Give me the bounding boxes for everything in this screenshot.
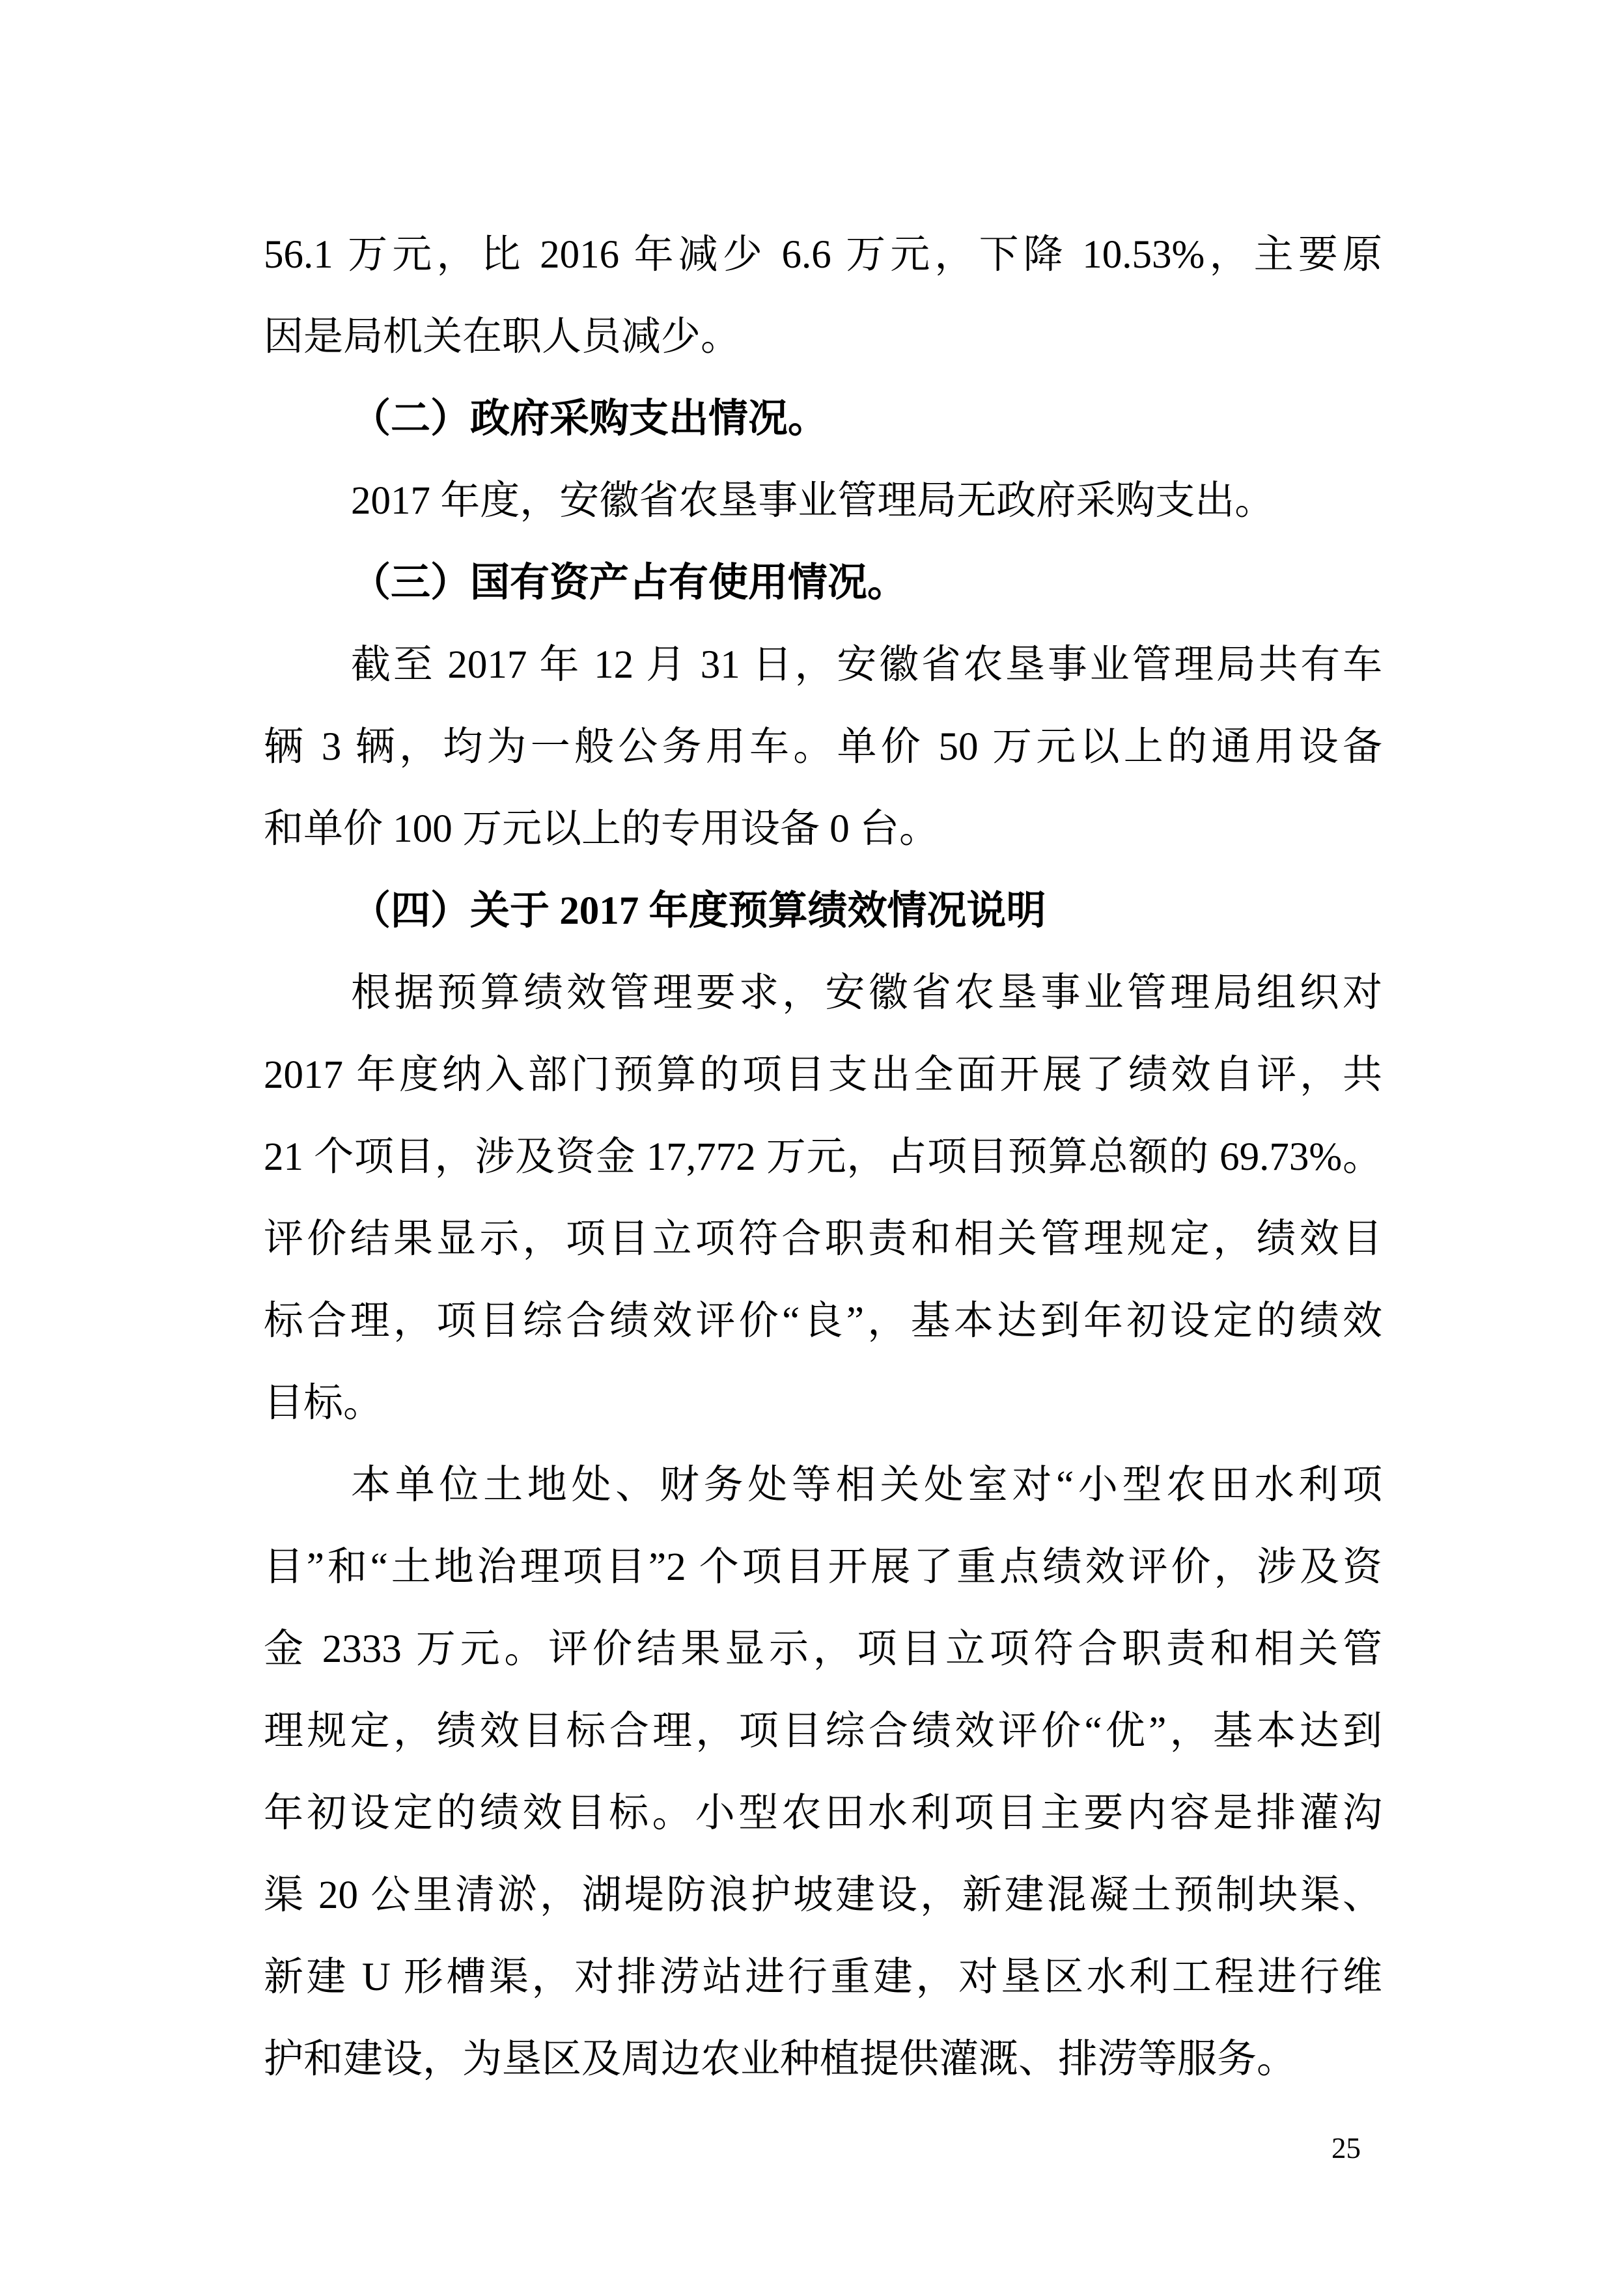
text-line: 截至 2017 年 12 月 31 日，安徽省农垦事业管理局共有车 xyxy=(351,643,1382,687)
text-line: 年初设定的绩效目标。小型农田水利项目主要内容是排灌沟 xyxy=(264,1791,1382,1835)
text-block xyxy=(264,214,1382,2101)
text-line: 评价结果显示，项目立项符合职责和相关管理规定，绩效目 xyxy=(264,1217,1382,1261)
text-line: 21 个项目，涉及资金 17,772 万元，占项目预算总额的 69.73%。 xyxy=(264,1135,1382,1179)
text-line: 标合理，项目综合绩效评价“良”，基本达到年初设定的绩效 xyxy=(264,1299,1382,1343)
section-heading-2: （二）政府采购支出情况。 xyxy=(351,397,828,441)
text-line: 根据预算绩效管理要求，安徽省农垦事业管理局组织对 xyxy=(351,971,1382,1015)
text-line: 目标。 xyxy=(264,1381,383,1425)
text-line: 目”和“土地治理项目”2 个项目开展了重点绩效评价，涉及资 xyxy=(264,1545,1382,1589)
text-line: 和单价 100 万元以上的专用设备 0 台。 xyxy=(264,807,940,851)
text-line: 2017 年度纳入部门预算的项目支出全面开展了绩效自评，共 xyxy=(264,1053,1382,1097)
text-line: 本单位土地处、财务处等相关处室对“小型农田水利项 xyxy=(351,1463,1382,1507)
text-line: 护和建设，为垦区及周边农业种植提供灌溉、排涝等服务。 xyxy=(264,2038,1297,2081)
text-line: 金 2333 万元。评价结果显示，项目立项符合职责和相关管 xyxy=(264,1627,1382,1671)
text-line: 2017 年度，安徽省农垦事业管理局无政府采购支出。 xyxy=(351,479,1275,523)
text-line: 56.1 万元，比 2016 年减少 6.6 万元，下降 10.53%，主要原 xyxy=(264,233,1382,277)
text-line: 新建 U 形槽渠，对排涝站进行重建，对垦区水利工程进行维 xyxy=(264,1956,1382,1999)
page-number: 25 xyxy=(1331,2132,1361,2165)
section-heading-4: （四）关于 2017 年度预算绩效情况说明 xyxy=(351,889,1046,933)
text-line: 辆 3 辆，均为一般公务用车。单价 50 万元以上的通用设备 xyxy=(264,725,1382,769)
text-line: 理规定，绩效目标合理，项目综合绩效评价“优”，基本达到 xyxy=(264,1709,1382,1753)
text-line: 因是局机关在职人员减少。 xyxy=(264,315,741,359)
text-line: 渠 20 公里清淤，湖堤防浪护坡建设，新建混凝土预制块渠、 xyxy=(264,1874,1382,1917)
section-heading-3: （三）国有资产占有使用情况。 xyxy=(351,561,908,605)
